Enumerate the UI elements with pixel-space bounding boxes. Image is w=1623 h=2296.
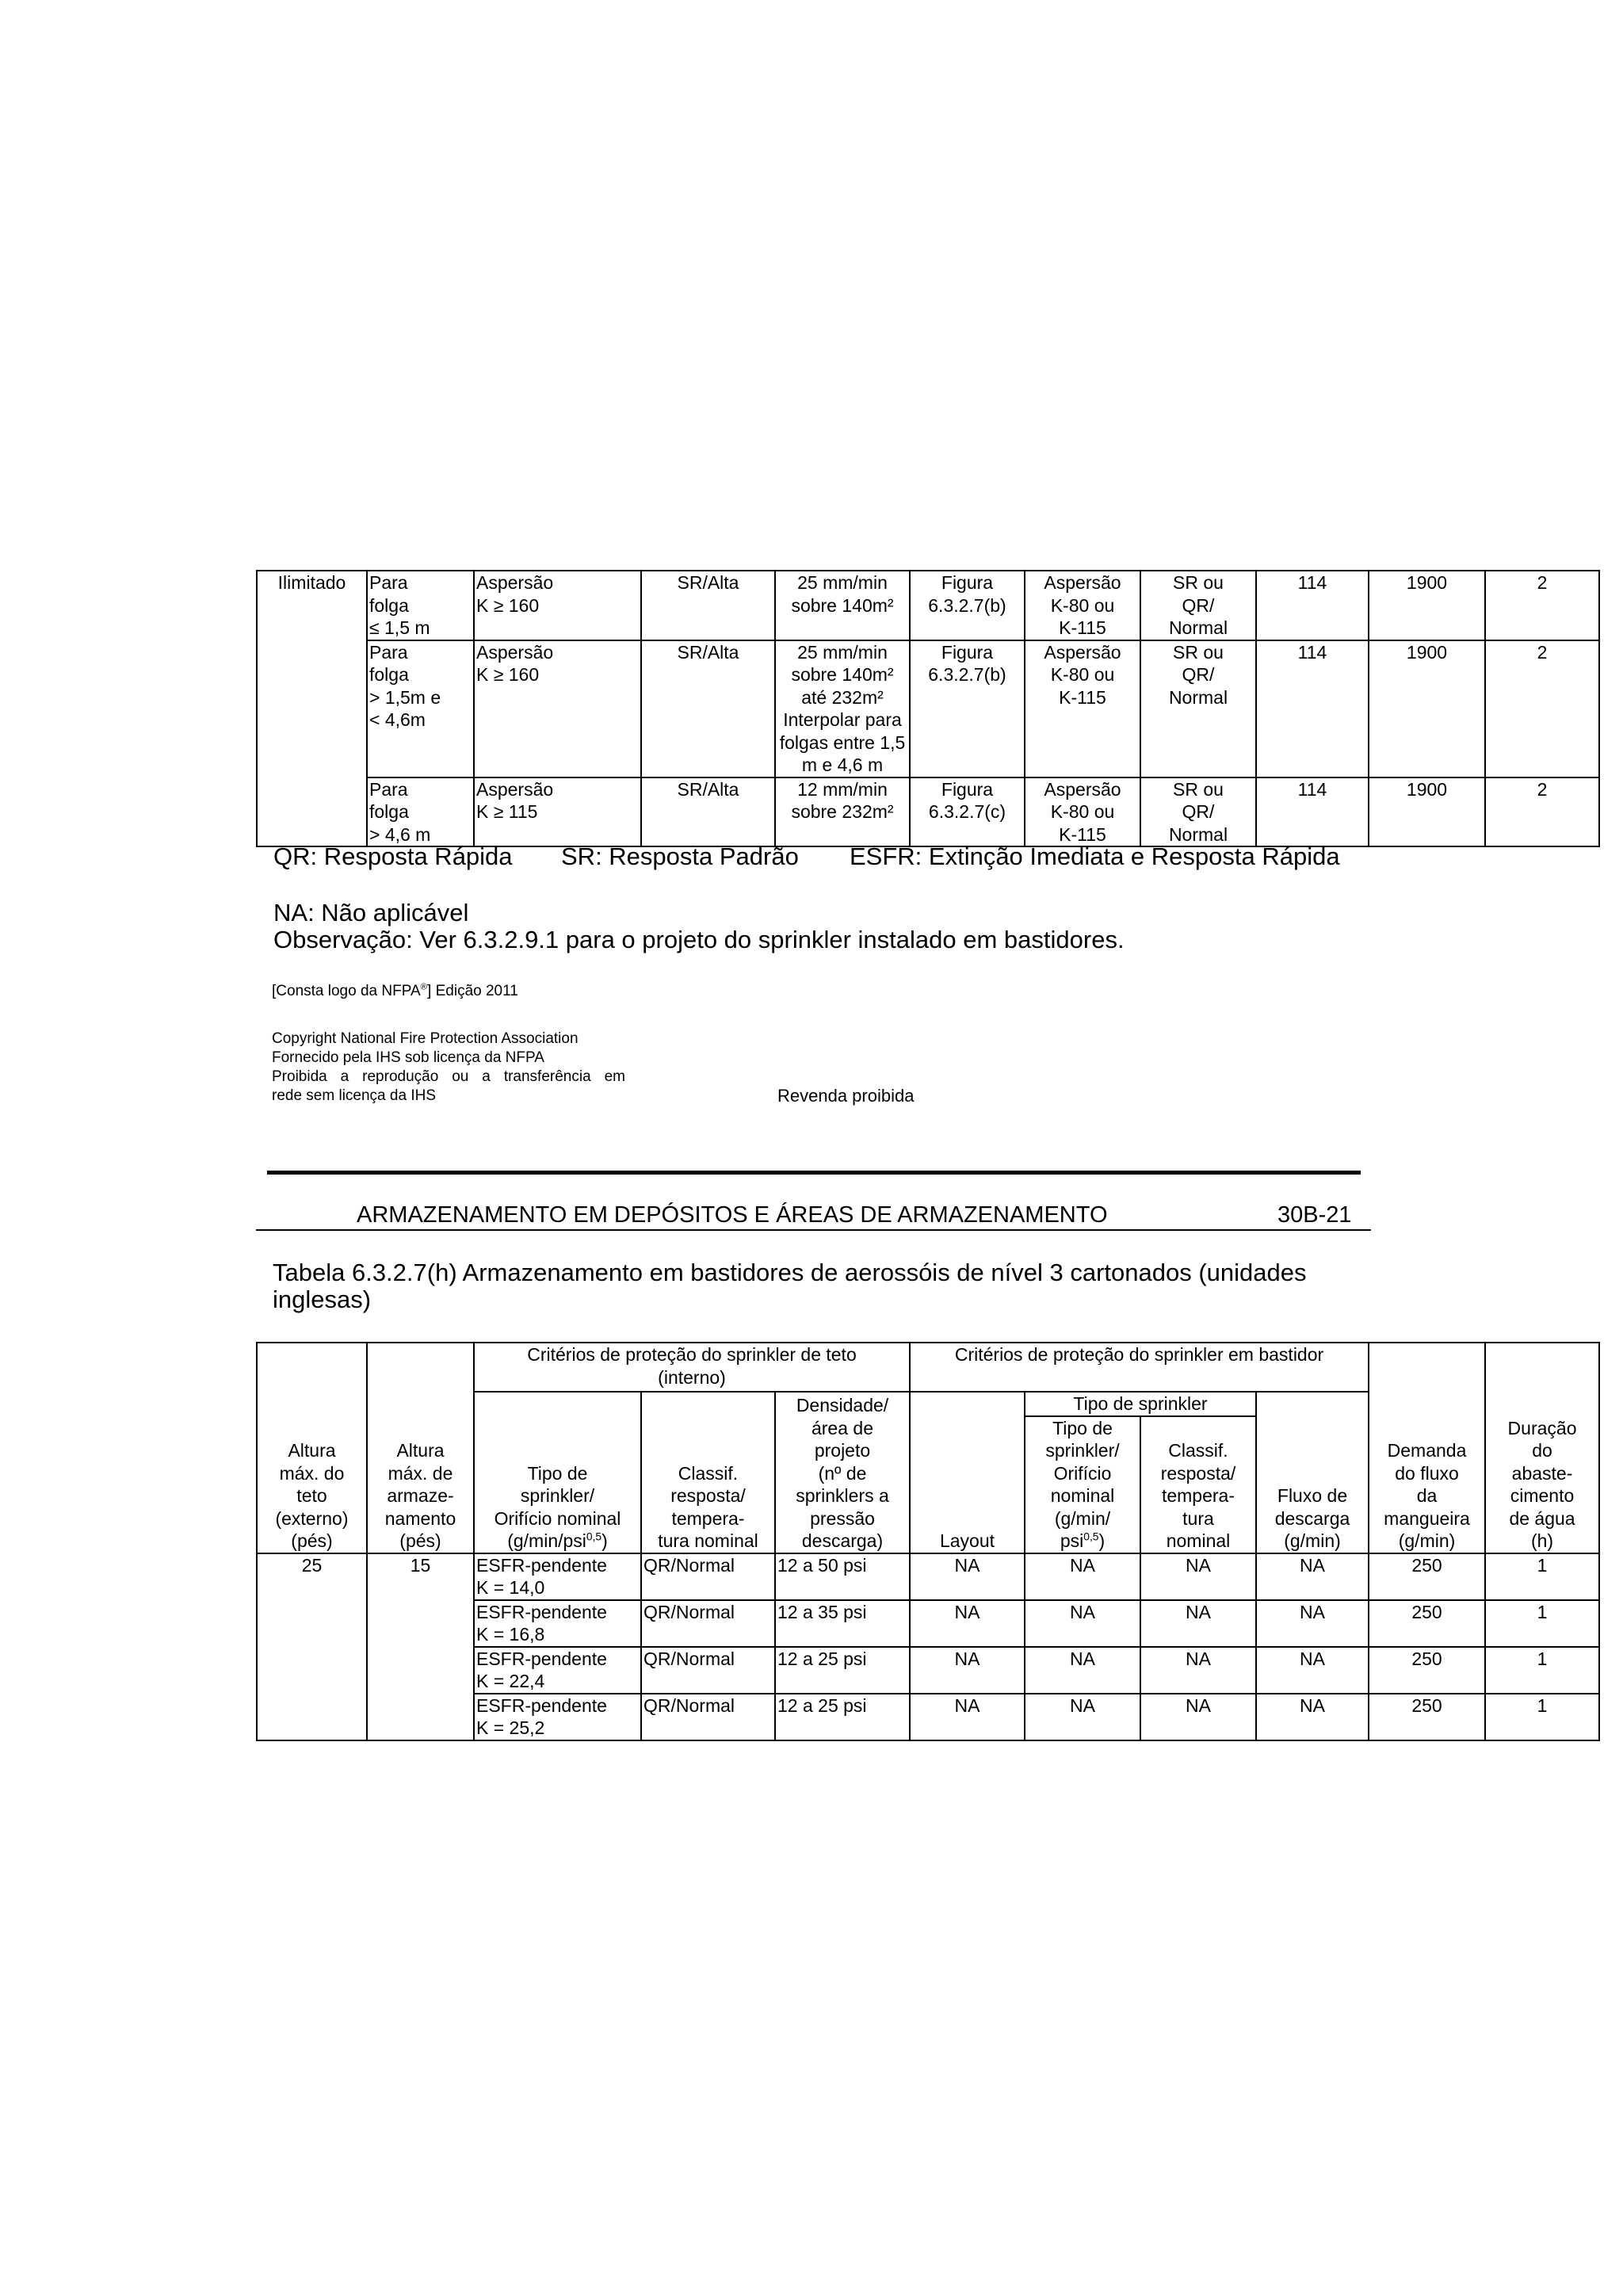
header-teto-group: Critérios de proteção do sprinkler de teto (interno) xyxy=(474,1343,910,1392)
cell-classif-rack: SR ou QR/ Normal xyxy=(1140,777,1256,847)
cell-tipo: Aspersão K ≥ 115 xyxy=(474,777,641,847)
table-caption-cont: inglesas) xyxy=(273,1286,372,1313)
cell-classif-rack: NA xyxy=(1140,1600,1256,1647)
resale-notice: Revenda proibida xyxy=(777,1086,915,1106)
cell-tipo-rack: NA xyxy=(1025,1647,1140,1694)
note-sr: SR: Resposta Padrão xyxy=(561,842,799,870)
note-observacao: Observação: Ver 6.3.2.9.1 para o projeto do sprinkler instalado em bastidores. xyxy=(273,926,1125,953)
cell-duracao: 1 xyxy=(1485,1553,1599,1600)
cell-layout: NA xyxy=(910,1553,1025,1600)
cell-classif-rack: SR ou QR/ Normal xyxy=(1140,640,1256,777)
cell-duracao: 1 xyxy=(1485,1694,1599,1740)
note-na: NA: Não aplicável xyxy=(273,899,469,926)
cell-classif-rack: NA xyxy=(1140,1694,1256,1740)
cell-fluxo: NA xyxy=(1256,1694,1369,1740)
note-esfr: ESFR: Extinção Imediata e Resposta Rápida xyxy=(850,842,1340,870)
copyright-line: rede sem licença da IHS xyxy=(272,1087,436,1104)
cell-fluxo: 114 xyxy=(1256,777,1369,847)
cell-densidade: 12 a 25 psi xyxy=(775,1694,910,1740)
cell-demanda: 1900 xyxy=(1369,571,1485,640)
nfpa-logo-note: [Consta logo da NFPA®] Edição 2011 xyxy=(272,982,518,999)
header-demanda: Demanda do fluxo da mangueira (g/min) xyxy=(1369,1343,1485,1553)
cell-classif-rack: SR ou QR/ Normal xyxy=(1140,571,1256,640)
cell-fluxo: NA xyxy=(1256,1600,1369,1647)
cell-classif: SR/Alta xyxy=(641,571,775,640)
cell-tipo: ESFR-pendente K = 22,4 xyxy=(474,1647,641,1694)
cell-layout: Figura 6.3.2.7(b) xyxy=(910,571,1025,640)
cell-demanda: 250 xyxy=(1369,1647,1485,1694)
cell-duracao: 1 xyxy=(1485,1647,1599,1694)
table-row xyxy=(257,640,1599,777)
cell-layout: NA xyxy=(910,1647,1025,1694)
cell-folga: Para folga > 1,5m e < 4,6m xyxy=(367,640,474,777)
table-caption: Tabela 6.3.2.7(h) Armazenamento em bastidores de aerossóis de nível 3 cartonados (unidades xyxy=(273,1259,1307,1286)
cell-tipo-rack: Aspersão K-80 ou K-115 xyxy=(1025,777,1140,847)
cell-layout: Figura 6.3.2.7(c) xyxy=(910,777,1025,847)
copyright-line: Fornecido pela IHS sob licença da NFPA xyxy=(272,1049,544,1066)
note-qr: QR: Resposta Rápida xyxy=(273,842,513,870)
cell-tipo-rack: Aspersão K-80 ou K-115 xyxy=(1025,640,1140,777)
cell-fluxo: 114 xyxy=(1256,640,1369,777)
header-rack-group: Critérios de proteção do sprinkler em bastidor xyxy=(910,1343,1369,1392)
header-classif-teto: Classif. resposta/ tempera- tura nominal xyxy=(641,1392,775,1553)
header-fluxo: Fluxo de descarga (g/min) xyxy=(1256,1392,1369,1553)
cell-duracao: 2 xyxy=(1485,640,1599,777)
cell-demanda: 250 xyxy=(1369,1600,1485,1647)
cell-tipo: Aspersão K ≥ 160 xyxy=(474,571,641,640)
header-tipo-teto: Tipo de sprinkler/ Orifício nominal (g/min/psi$^{0,5}$) xyxy=(474,1392,641,1553)
cell-classif: QR/Normal xyxy=(641,1600,775,1647)
header-rule-thick xyxy=(267,1171,1361,1175)
cell-tipo-rack: Aspersão K-80 ou K-115 xyxy=(1025,571,1140,640)
table-row xyxy=(257,1553,1599,1600)
cell-altura-teto: 25 xyxy=(257,1553,367,1740)
cell-fluxo: NA xyxy=(1256,1553,1369,1600)
table-row xyxy=(257,777,1599,847)
cell-fluxo: NA xyxy=(1256,1647,1369,1694)
table-row xyxy=(257,571,1599,640)
header-rule-thin xyxy=(256,1229,1371,1231)
cell-classif-rack: NA xyxy=(1140,1553,1256,1600)
cell-densidade: 12 mm/min sobre 232m² xyxy=(775,777,910,847)
cell-tipo: ESFR-pendente K = 16,8 xyxy=(474,1600,641,1647)
header-altura-armazenamento: Altura máx. de armaze- namento (pés) xyxy=(367,1343,474,1553)
cell-altura-armazenamento: 15 xyxy=(367,1553,474,1740)
cell-classif: QR/Normal xyxy=(641,1553,775,1600)
cell-layout: NA xyxy=(910,1694,1025,1740)
header-classif-rack: Classif. resposta/ tempera- tura nominal xyxy=(1140,1416,1256,1553)
cell-densidade: 12 a 35 psi xyxy=(775,1600,910,1647)
header-altura-teto: Altura máx. do teto (externo) (pés) xyxy=(257,1343,367,1553)
cell-tipo-rack: NA xyxy=(1025,1600,1140,1647)
cell-tipo: ESFR-pendente K = 14,0 xyxy=(474,1553,641,1600)
cell-classif: QR/Normal xyxy=(641,1647,775,1694)
cell-classif: QR/Normal xyxy=(641,1694,775,1740)
cell-layout: Figura 6.3.2.7(b) xyxy=(910,640,1025,777)
cell-tipo-rack: NA xyxy=(1025,1694,1140,1740)
cell-tipo: Aspersão K ≥ 160 xyxy=(474,640,641,777)
cell-demanda: 250 xyxy=(1369,1553,1485,1600)
cell-folga: Para folga > 4,6 m xyxy=(367,777,474,847)
cell-densidade: 12 a 25 psi xyxy=(775,1647,910,1694)
header-layout: Layout xyxy=(910,1392,1025,1553)
cell-densidade: 25 mm/min sobre 140m² xyxy=(775,571,910,640)
header-row xyxy=(257,1343,1599,1392)
cell-tipo: ESFR-pendente K = 25,2 xyxy=(474,1694,641,1740)
cell-fluxo: 114 xyxy=(1256,571,1369,640)
cell-demanda: 1900 xyxy=(1369,777,1485,847)
cell-duracao: 2 xyxy=(1485,571,1599,640)
cell-classif: SR/Alta xyxy=(641,640,775,777)
cell-densidade: 12 a 50 psi xyxy=(775,1553,910,1600)
cell-altura: Ilimitado xyxy=(257,571,367,846)
cell-duracao: 2 xyxy=(1485,777,1599,847)
cell-demanda: 250 xyxy=(1369,1694,1485,1740)
copyright-line: Copyright National Fire Protection Association xyxy=(272,1030,579,1047)
header-tipo-sprinkler-group: Tipo de sprinkler xyxy=(1025,1392,1256,1416)
page-number: 30B-21 xyxy=(1277,1202,1352,1228)
cell-tipo-rack: NA xyxy=(1025,1553,1140,1600)
cell-classif-rack: NA xyxy=(1140,1647,1256,1694)
table-continuation xyxy=(256,570,1600,847)
header-duracao: Duração do abaste- cimento de água (h) xyxy=(1485,1343,1599,1553)
table-aerosols xyxy=(256,1342,1600,1741)
cell-demanda: 1900 xyxy=(1369,640,1485,777)
copyright-line: Proibida a reprodução ou a transferência em xyxy=(272,1068,625,1085)
header-densidade: Densidade/ área de projeto (nº de sprinklers a pressão descarga) xyxy=(775,1392,910,1553)
cell-duracao: 1 xyxy=(1485,1600,1599,1647)
header-tipo-rack: Tipo de sprinkler/ Orifício nominal (g/min/ psi$^{0,5}$) xyxy=(1025,1416,1140,1553)
cell-folga: Para folga ≤ 1,5 m xyxy=(367,571,474,640)
cell-layout: NA xyxy=(910,1600,1025,1647)
cell-classif: SR/Alta xyxy=(641,777,775,847)
running-header-title: ARMAZENAMENTO EM DEPÓSITOS E ÁREAS DE ARMAZENAMENTO xyxy=(357,1202,1108,1228)
cell-densidade: 25 mm/min sobre 140m² até 232m² Interpolar para folgas entre 1,5 m e 4,6 m xyxy=(775,640,910,777)
